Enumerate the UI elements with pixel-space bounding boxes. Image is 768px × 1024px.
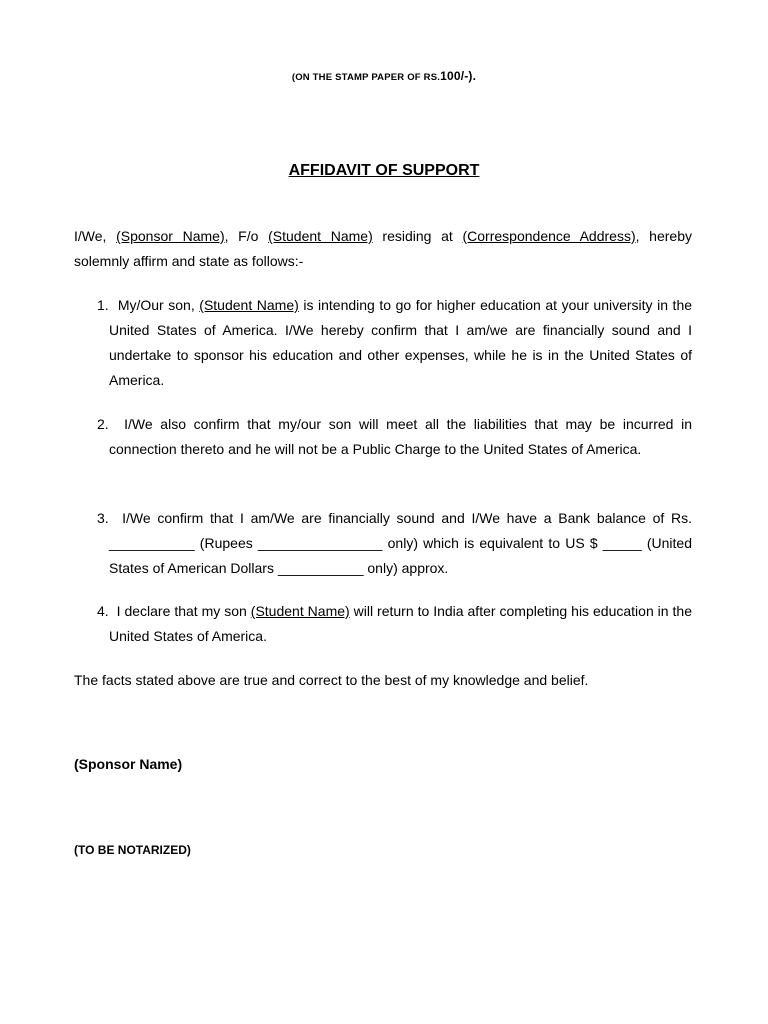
student-name-placeholder: (Student Name) <box>199 297 299 313</box>
notarization-note: (TO BE NOTARIZED) <box>74 843 191 857</box>
list-item-3 <box>74 506 692 581</box>
stamp-amount: 100/-). <box>440 69 477 83</box>
closing-statement: The facts stated above are true and correct to the best of my knowledge and belief. <box>74 672 589 688</box>
item-2-body: I/We also confirm that my/our son will meet all the liabilities that may be incurred in connection thereto and he will not be a Public Charge to the United States of America. <box>109 416 693 457</box>
document-title: AFFIDAVIT OF SUPPORT <box>288 162 480 179</box>
intro-text-1: I/We, <box>74 228 117 244</box>
intro-text-4: , hereby solemnly affirm and state as follows:- <box>74 228 692 269</box>
item-3-text <box>74 506 692 581</box>
signature-sponsor-name: (Sponsor Name) <box>74 756 183 772</box>
stamp-prefix: (ON THE STAMP PAPER OF RS. <box>291 72 441 83</box>
item-1-text-a: My/Our son, <box>117 297 200 313</box>
item-1-text <box>74 293 692 393</box>
sponsor-name-placeholder: (Sponsor Name) <box>116 228 225 244</box>
student-name-placeholder: (Student Name) <box>268 228 373 244</box>
list-item-1 <box>74 293 692 393</box>
item-2-text <box>74 412 692 462</box>
item-1-text-b: is intending to go for higher education at your university in the United States of America. I/We hereby confirm that I am/we are financially sound and I undertake to sponsor his education and other expenses, while he is in the United States of America. <box>109 297 693 388</box>
item-4-number: 4. <box>97 603 109 619</box>
address-placeholder: (Correspondence Address) <box>462 228 636 244</box>
intro-paragraph <box>74 224 692 274</box>
item-2-number: 2. <box>97 416 109 432</box>
item-1-number: 1. <box>97 297 109 313</box>
stamp-paper-note <box>0 69 768 83</box>
list-item-2 <box>74 412 692 462</box>
item-4-text-b: will return to India after completing his education in the United States of America. <box>109 603 692 644</box>
item-4-text-a: I declare that my son <box>116 603 251 619</box>
student-name-placeholder: (Student Name) <box>250 603 350 619</box>
list-item-4 <box>74 599 692 649</box>
item-3-body: I/We confirm that I am/We are financially sound and I/We have a Bank balance of Rs. ___________ (Rupees ________________ only) which is equivalent to US $ _____ (United States of American Dollars ___________ only) approx. <box>109 510 692 576</box>
item-3-number: 3. <box>97 510 109 526</box>
intro-text-3: residing at <box>372 228 463 244</box>
intro-text-2: , F/o <box>224 228 269 244</box>
item-4-text <box>74 599 692 649</box>
